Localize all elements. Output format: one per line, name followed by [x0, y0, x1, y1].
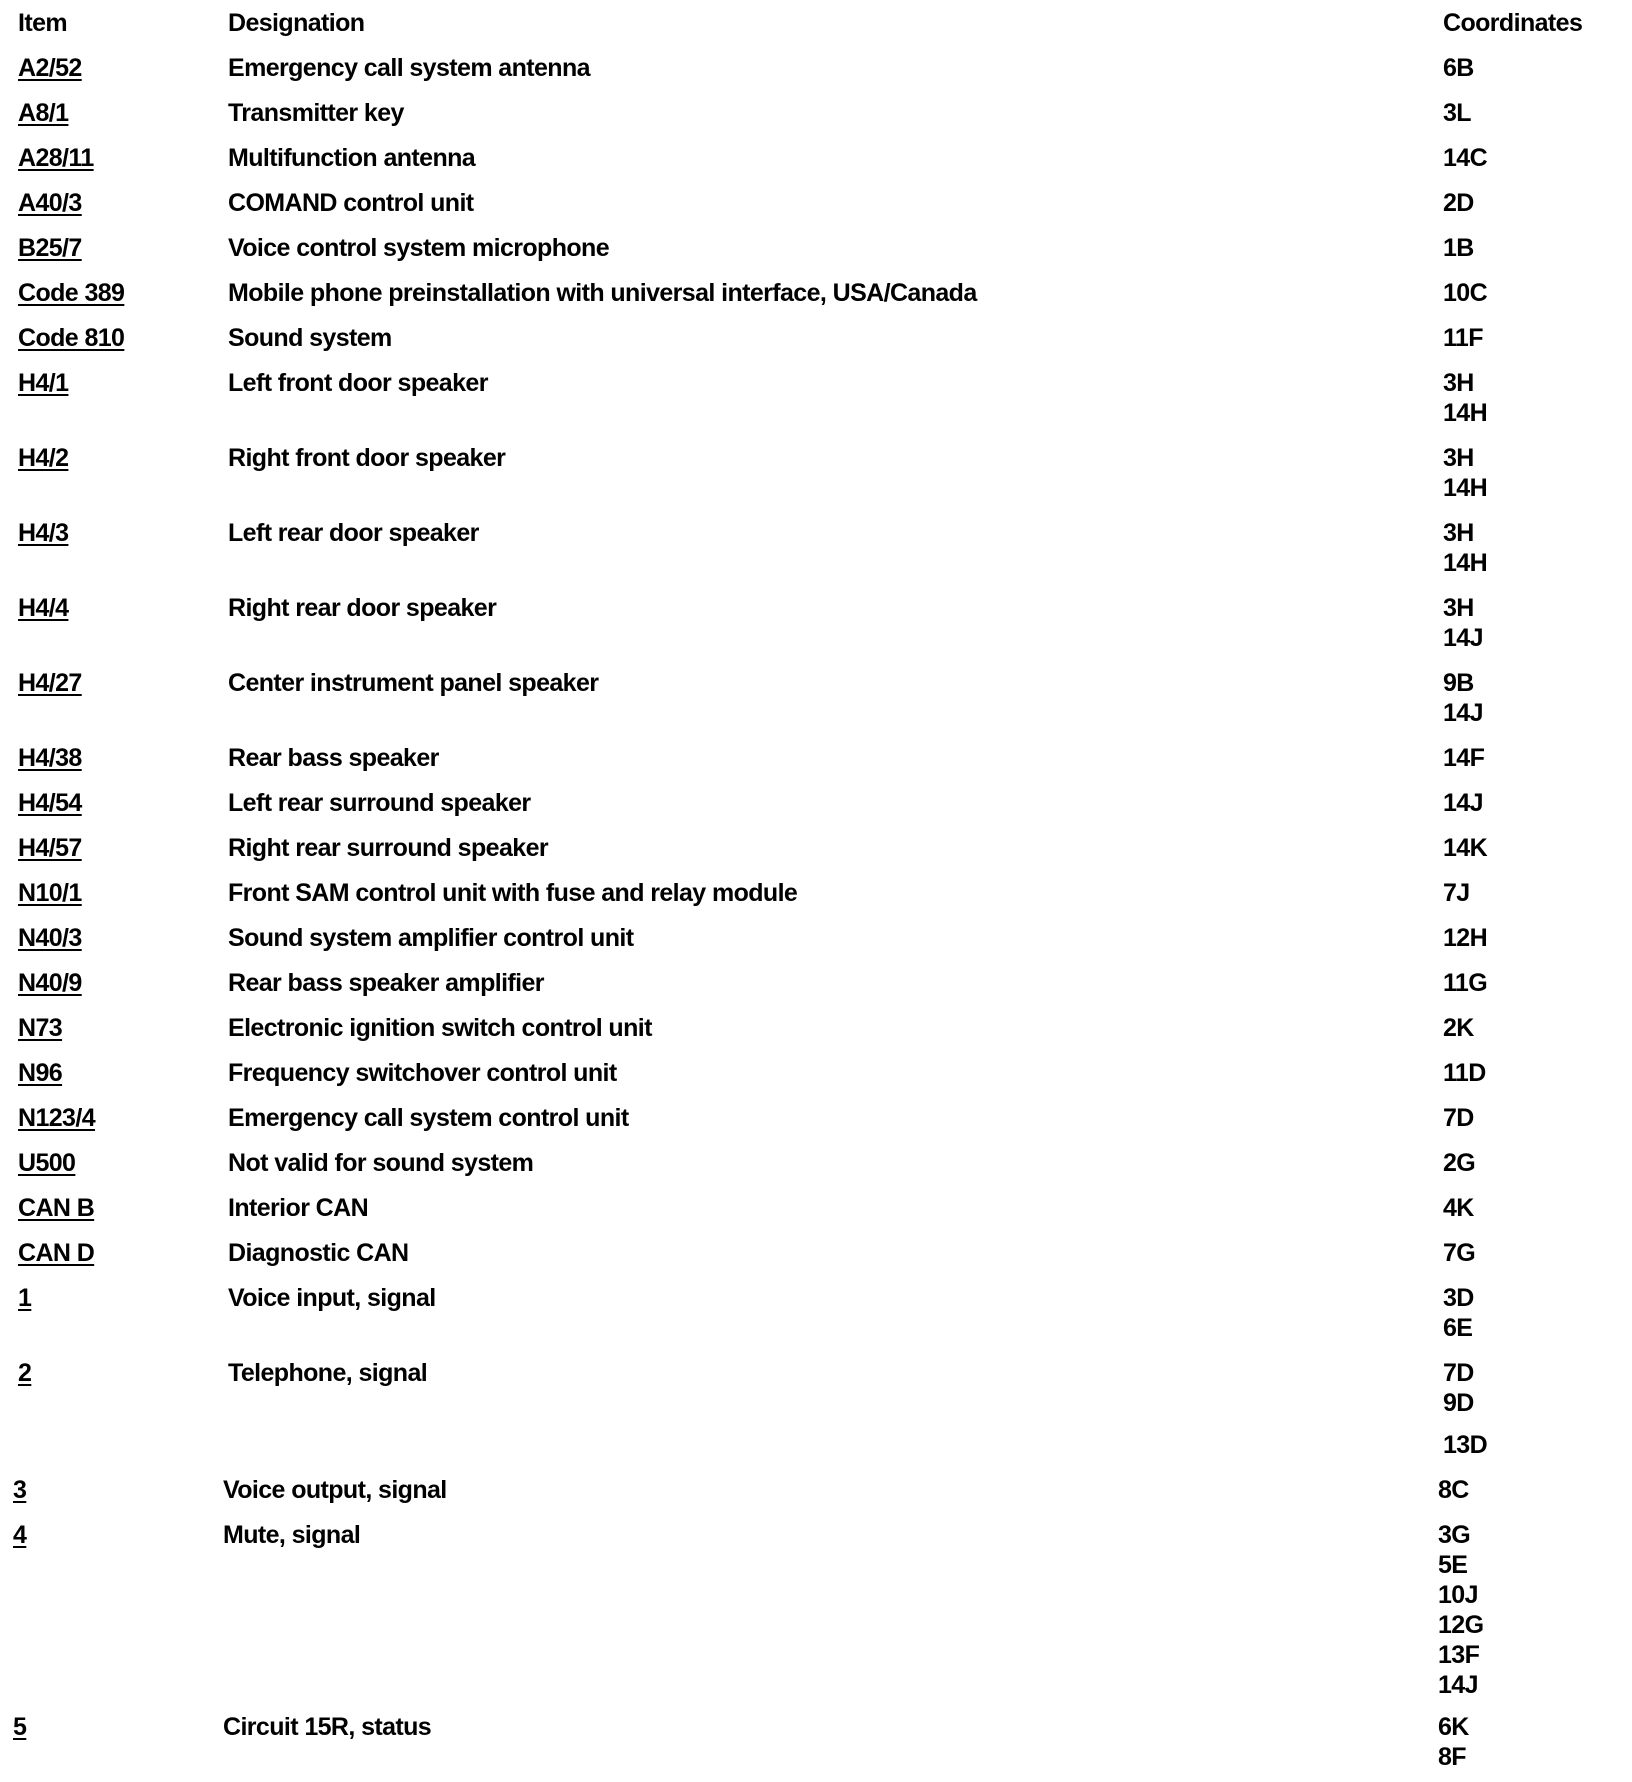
table-header — [0, 0, 1632, 45]
designation: Telephone, signal — [228, 1359, 428, 1387]
designation: Front SAM control unit with fuse and relay module — [228, 879, 798, 907]
item-link[interactable]: H4/2 — [18, 444, 69, 472]
designation: Multifunction antenna — [228, 144, 476, 172]
coordinate: 1B — [1443, 234, 1474, 262]
table-row — [0, 780, 1632, 825]
table-row — [0, 1005, 1632, 1050]
designation: Mute, signal — [223, 1521, 361, 1549]
item-link[interactable]: 2 — [18, 1359, 32, 1387]
item-link[interactable]: H4/27 — [18, 669, 82, 697]
designation: Voice output, signal — [223, 1476, 447, 1504]
coordinate: 12G — [1438, 1611, 1484, 1639]
coordinate: 6K — [1438, 1713, 1469, 1741]
table-row — [0, 1275, 1632, 1350]
coordinate: 14H — [1443, 474, 1488, 502]
item-link[interactable]: N40/9 — [18, 969, 82, 997]
coordinates — [1443, 45, 1474, 83]
item-link[interactable]: 1 — [18, 1284, 32, 1312]
coordinates — [1443, 825, 1487, 863]
coordinates — [1443, 1185, 1474, 1223]
table-row — [0, 360, 1632, 435]
coordinate: 2G — [1443, 1149, 1476, 1177]
coordinates — [1443, 315, 1483, 353]
coordinate: 14C — [1443, 144, 1488, 172]
coordinate: 11D — [1443, 1059, 1486, 1087]
table-row — [0, 870, 1632, 915]
table-row — [0, 585, 1632, 660]
item-link[interactable]: N10/1 — [18, 879, 82, 907]
coordinates — [1443, 915, 1487, 953]
coordinate: 6E — [1443, 1314, 1473, 1342]
table-row — [0, 180, 1632, 225]
designation: Sound system — [228, 324, 392, 352]
coordinate: 2K — [1443, 1014, 1474, 1042]
coordinate: 14J — [1443, 789, 1483, 817]
item-link[interactable]: CAN D — [18, 1239, 95, 1267]
item-link[interactable]: A40/3 — [18, 189, 82, 217]
item-link[interactable]: Code 810 — [18, 324, 125, 352]
table-row — [0, 1230, 1632, 1275]
coordinates — [1443, 135, 1487, 173]
coordinate: 10J — [1438, 1581, 1478, 1609]
item-link[interactable]: H4/1 — [18, 369, 69, 397]
coordinates — [1443, 585, 1483, 653]
coordinate: 7G — [1443, 1239, 1476, 1267]
item-link[interactable]: 4 — [13, 1521, 27, 1549]
table-row — [0, 960, 1632, 1005]
item-link[interactable]: H4/38 — [18, 744, 82, 772]
table-row — [0, 1512, 1632, 1704]
table-row — [0, 225, 1632, 270]
item-link[interactable]: Code 389 — [18, 279, 125, 307]
coordinates — [1443, 225, 1474, 263]
coordinates — [1443, 1140, 1475, 1178]
coordinates — [1443, 660, 1483, 728]
item-link[interactable]: N96 — [18, 1059, 63, 1087]
item-link[interactable]: B25/7 — [18, 234, 82, 262]
coordinates — [1438, 1467, 1469, 1505]
designation: Right rear surround speaker — [228, 834, 549, 862]
coordinate: 3G — [1438, 1521, 1471, 1549]
table-row — [0, 1704, 1632, 1779]
coordinates — [1443, 435, 1487, 503]
coordinate: 11F — [1443, 324, 1483, 352]
item-link[interactable]: U500 — [18, 1149, 76, 1177]
item-link[interactable]: H4/3 — [18, 519, 69, 547]
coordinates — [1443, 360, 1487, 428]
item-link[interactable]: N73 — [18, 1014, 63, 1042]
coordinate: 14K — [1443, 834, 1488, 862]
designation: Transmitter key — [228, 99, 404, 127]
coordinate: 11G — [1443, 969, 1488, 997]
item-link[interactable]: A8/1 — [18, 99, 69, 127]
designation: Left rear surround speaker — [228, 789, 531, 817]
item-link[interactable]: H4/57 — [18, 834, 82, 862]
coordinates — [1443, 870, 1470, 908]
coordinates — [1438, 1512, 1483, 1700]
designation: Right front door speaker — [228, 444, 506, 472]
coordinate: 3D — [1443, 1284, 1474, 1312]
coordinate: 8F — [1438, 1743, 1466, 1771]
coordinate: 14H — [1443, 399, 1488, 427]
designation: Left rear door speaker — [228, 519, 479, 547]
designation: Emergency call system antenna — [228, 54, 590, 82]
designation: Frequency switchover control unit — [228, 1059, 617, 1087]
item-link[interactable]: N40/3 — [18, 924, 82, 952]
designation: Circuit 15R, status — [223, 1713, 432, 1741]
designation: Diagnostic CAN — [228, 1239, 409, 1267]
coordinate: 7D — [1443, 1359, 1474, 1387]
table-row — [0, 1350, 1632, 1467]
coordinates — [1443, 1230, 1475, 1268]
designation: Electronic ignition switch control unit — [228, 1014, 652, 1042]
coordinates — [1443, 90, 1471, 128]
table-row — [0, 825, 1632, 870]
table-row — [0, 1185, 1632, 1230]
header-designation: Designation — [228, 9, 365, 37]
item-link[interactable]: 5 — [13, 1713, 27, 1741]
table-row — [0, 1140, 1632, 1185]
item-link[interactable]: A28/11 — [18, 144, 94, 172]
coordinate: 13D — [1443, 1431, 1488, 1459]
table-row — [0, 270, 1632, 315]
designation: Rear bass speaker — [228, 744, 439, 772]
coordinate: 4K — [1443, 1194, 1474, 1222]
coordinate: 13F — [1438, 1641, 1480, 1669]
coordinate: 3H — [1443, 444, 1474, 472]
designation: Interior CAN — [228, 1194, 369, 1222]
table-row — [0, 915, 1632, 960]
coordinates — [1443, 1005, 1474, 1043]
coordinate: 5E — [1438, 1551, 1468, 1579]
designation: COMAND control unit — [228, 189, 474, 217]
table-row — [0, 735, 1632, 780]
coordinate: 9B — [1443, 669, 1474, 697]
coordinate: 6B — [1443, 54, 1474, 82]
designation: Mobile phone preinstallation with universal interface, USA/Canada — [228, 279, 977, 307]
coordinate: 14H — [1443, 549, 1488, 577]
coordinate: 7J — [1443, 879, 1470, 907]
coordinates — [1443, 1350, 1487, 1460]
coordinates — [1443, 1050, 1486, 1088]
coordinates — [1443, 270, 1487, 308]
designation: Rear bass speaker amplifier — [228, 969, 544, 997]
coordinates — [1443, 1275, 1474, 1343]
coordinate: 3H — [1443, 594, 1474, 622]
table-row — [0, 90, 1632, 135]
coordinate: 3H — [1443, 369, 1474, 397]
item-link[interactable]: N123/4 — [18, 1104, 96, 1132]
coordinates — [1443, 1095, 1474, 1133]
header-item: Item — [18, 9, 68, 37]
table-row — [0, 45, 1632, 90]
coordinates — [1443, 960, 1487, 998]
coordinate: 3L — [1443, 99, 1471, 127]
coordinates — [1443, 510, 1487, 578]
item-link[interactable]: H4/54 — [18, 789, 82, 817]
coordinate: 14J — [1443, 624, 1483, 652]
item-link[interactable]: 3 — [13, 1476, 27, 1504]
coordinate: 12H — [1443, 924, 1488, 952]
coordinates — [1438, 1704, 1469, 1772]
table-row — [0, 1467, 1632, 1512]
table-row — [0, 435, 1632, 510]
table-row — [0, 1095, 1632, 1140]
coordinate: 7D — [1443, 1104, 1474, 1132]
item-link[interactable]: CAN B — [18, 1194, 95, 1222]
coordinates — [1443, 180, 1474, 218]
coordinate: 14J — [1443, 699, 1483, 727]
table-row — [0, 315, 1632, 360]
designation: Center instrument panel speaker — [228, 669, 599, 697]
designation: Left front door speaker — [228, 369, 488, 397]
coordinate: 2D — [1443, 189, 1474, 217]
table-row — [0, 1050, 1632, 1095]
table-row — [0, 660, 1632, 735]
item-link[interactable]: H4/4 — [18, 594, 69, 622]
coordinate: 3H — [1443, 519, 1474, 547]
designation: Emergency call system control unit — [228, 1104, 629, 1132]
table-row — [0, 510, 1632, 585]
designation: Voice input, signal — [228, 1284, 436, 1312]
coordinate: 14J — [1438, 1671, 1478, 1699]
header-coordinates: Coordinates — [1443, 9, 1583, 37]
coordinates — [1443, 735, 1484, 773]
coordinate: 8C — [1438, 1476, 1469, 1504]
coordinate: 9D — [1443, 1389, 1474, 1417]
designation: Sound system amplifier control unit — [228, 924, 634, 952]
table-row — [0, 135, 1632, 180]
coordinate: 14F — [1443, 744, 1485, 772]
item-link[interactable]: A2/52 — [18, 54, 82, 82]
coordinate: 10C — [1443, 279, 1488, 307]
coordinates — [1443, 780, 1483, 818]
designation: Right rear door speaker — [228, 594, 497, 622]
designation: Not valid for sound system — [228, 1149, 534, 1177]
designation: Voice control system microphone — [228, 234, 610, 262]
